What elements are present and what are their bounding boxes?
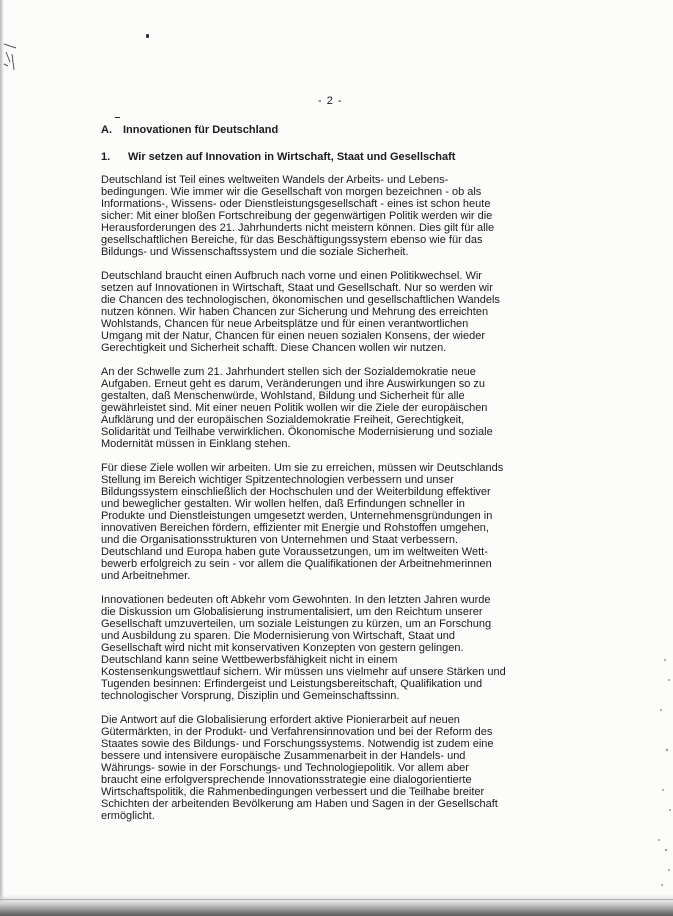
stray-mark bbox=[115, 117, 120, 118]
text-line: Für diese Ziele wollen wir arbeiten. Um sie zu erreichen, müssen wir Deutschlands bbox=[101, 462, 504, 474]
paragraph bbox=[101, 714, 521, 822]
text-line: Wohlstands, Chancen für neue Arbeitsplätze und für einen verantwortlichen bbox=[101, 318, 469, 330]
text-line: Deutschland und Europa haben gute Voraussetzungen, um im weltweiten Wett- bbox=[101, 546, 488, 558]
text-line: Umgang mit der Natur, Chancen für einen neuen sozialen Konsens, der wieder bbox=[101, 330, 486, 342]
text-line: Gesellschaft wird nicht mit konservativen Konzepten von gestern gelingen. bbox=[101, 642, 464, 654]
text-line: Produkte und Dienstleistungen umgesetzt werden, Unternehmensgründungen in bbox=[101, 510, 493, 522]
text-line: Kostensenkungswettlauf sichern. Wir müssen uns vielmehr auf unsere Stärken und bbox=[101, 666, 506, 678]
paragraph bbox=[101, 594, 521, 702]
text-line: und Ausbildung zu sparen. Die Modernisierung von Wirtschaft, Staat und bbox=[101, 630, 456, 642]
text-line: Modernität müssen in Einklang stehen. bbox=[101, 438, 291, 450]
text-line: Tugenden besinnen: Erfindergeist und Leistungsbereitschaft, Qualifikation und bbox=[101, 678, 483, 690]
text-line: Währungs- sowie in der Forschungs- und Technologiepolitik. Vor allem aber bbox=[101, 762, 469, 774]
text-line: Schichten der arbeitenden Bevölkerung am Haben und Sagen in der Gesellschaft bbox=[101, 798, 498, 810]
text-line: Aufgaben. Erneut geht es darum, Veränderungen und ihre Auswirkungen so zu bbox=[101, 378, 486, 390]
text-line: technologischer Vorsprung, Disziplin und Gemeinschaftssinn. bbox=[101, 690, 400, 702]
text-line: Informations-, Wissens- oder Dienstleistungsgesellschaft - eines ist schon heute bbox=[101, 198, 491, 210]
text-line: bessere und intensivere europäische Zusammenarbeit in der Handels- und bbox=[101, 750, 466, 762]
text-line: gesellschaftlichen Bereiche, für das Beschäftigungssystem ebenso wie für das bbox=[101, 234, 483, 246]
paragraph bbox=[101, 270, 521, 354]
text-line: Die Antwort auf die Globalisierung erfordert aktive Pionierarbeit auf neuen bbox=[101, 714, 460, 726]
text-line: ermöglicht. bbox=[101, 810, 155, 822]
subsection-number: 1. bbox=[101, 151, 111, 163]
scan-noise bbox=[643, 640, 673, 900]
text-line: An der Schwelle zum 21. Jahrhundert stellen sich der Sozialdemokratie neue bbox=[101, 366, 476, 378]
text-line: Gesellschaft umzuverteilen, um soziale Leistungen zu kürzen, um an Forschung bbox=[101, 618, 492, 630]
text-line: gestalten, daß Menschenwürde, Wohlstand, Bildung und Sicherheit für alle bbox=[101, 390, 465, 402]
section-title: Innovationen für Deutschland bbox=[123, 124, 279, 136]
text-line: Bildungssystem einschließlich der Hochschulen und der Weiterbildung effektiver bbox=[101, 486, 491, 498]
text-line: setzen auf Innovationen in Wirtschaft, Staat und Gesellschaft. Nur so werden wir bbox=[101, 282, 493, 294]
text-line: Deutschland kann seine Wettbewerbsfähigkeit nicht in einem bbox=[101, 654, 398, 666]
text-line: braucht eine erfolgversprechende Innovationsstrategie eine dialogorientierte bbox=[101, 774, 472, 786]
subsection-title: Wir setzen auf Innovation in Wirtschaft, Staat und Gesellschaft bbox=[128, 151, 456, 163]
scan-left-edge bbox=[0, 0, 4, 916]
text-line: nutzen können. Wir haben Chancen zur Sicherung und Mehrung des erreichten bbox=[101, 306, 489, 318]
text-line: sicher: Mit einer bloßen Fortschreibung der gegenwärtigen Politik werden wir die bbox=[101, 210, 493, 222]
text-line: und die Organisationsstrukturen von Unternehmen und Staat verbessern. bbox=[101, 534, 459, 546]
text-line: Staates sowie des Bildungs- und Forschungssystems. Notwendig ist zudem eine bbox=[101, 738, 494, 750]
margin-marks bbox=[2, 40, 22, 80]
text-line: bedingungen. Wie immer wir die Gesellschaft von morgen bezeichnen - ob als bbox=[101, 186, 482, 198]
text-line: Deutschland ist Teil eines weltweiten Wandels der Arbeits- und Lebens- bbox=[101, 174, 449, 186]
text-line: Innovationen bedeuten oft Abkehr vom Gewohnten. In den letzten Jahren wurde bbox=[101, 594, 491, 606]
subsection-heading bbox=[101, 151, 455, 163]
text-line: die Chancen des technologischen, ökonomischen und gesellschaftlichen Wandels bbox=[101, 294, 500, 306]
text-line: Stellung im Bereich wichtiger Spitzentechnologien verbessern und unser bbox=[101, 474, 454, 486]
scan-speck bbox=[146, 34, 149, 38]
text-line: Solidarität und Teilhabe verwirklichen. Ökonomische Modernisierung und soziale bbox=[101, 426, 493, 438]
text-line: bewerb erfolgreich zu sein - vor allem die Qualifikationen der Arbeitnehmerinnen bbox=[101, 558, 492, 570]
paragraph bbox=[101, 462, 521, 582]
body-text bbox=[101, 174, 521, 834]
text-line: Aufklärung und der europäischen Sozialdemokratie Freiheit, Gerechtigkeit, bbox=[101, 414, 465, 426]
text-line: innovativen Bereichen fördern, effizienter mit Energie und Rohstoffen umgehen, bbox=[101, 522, 489, 534]
text-line: gewährleistet sind. Mit einer neuen Politik wollen wir die Ziele der europäischen bbox=[101, 402, 488, 414]
page-number: - 2 - bbox=[318, 95, 343, 107]
text-line: Deutschland braucht einen Aufbruch nach vorne und einen Politikwechsel. Wir bbox=[101, 270, 482, 282]
text-line: Gütermärkten, in der Produkt- und Verfahrensinnovation und bei der Reform des bbox=[101, 726, 493, 738]
text-line: Wirtschaftspolitik, die Rahmenbedingungen verbessert und die Teilhabe breiter bbox=[101, 786, 485, 798]
text-line: Bildungs- und Wissenschaftssystem und die soziale Sicherheit. bbox=[101, 246, 409, 258]
text-line: Herausforderungen des 21. Jahrhunderts nicht meistern können. Dies gilt für alle bbox=[101, 222, 495, 234]
paragraph bbox=[101, 174, 521, 258]
text-line: und beweglicher gestalten. Wir wollen helfen, daß Erfindungen schneller in bbox=[101, 498, 465, 510]
section-heading bbox=[101, 124, 278, 136]
text-line: und Arbeitnehmer. bbox=[101, 570, 191, 582]
scan-bottom-edge bbox=[0, 894, 673, 916]
text-line: die Diskussion um Globalisierung instrumentalisiert, um den Reichtum unserer bbox=[101, 606, 483, 618]
paragraph bbox=[101, 366, 521, 450]
text-line: Gerechtigkeit und Sicherheit schafft. Diese Chancen wollen wir nutzen. bbox=[101, 342, 447, 354]
section-number: A. bbox=[101, 124, 112, 136]
